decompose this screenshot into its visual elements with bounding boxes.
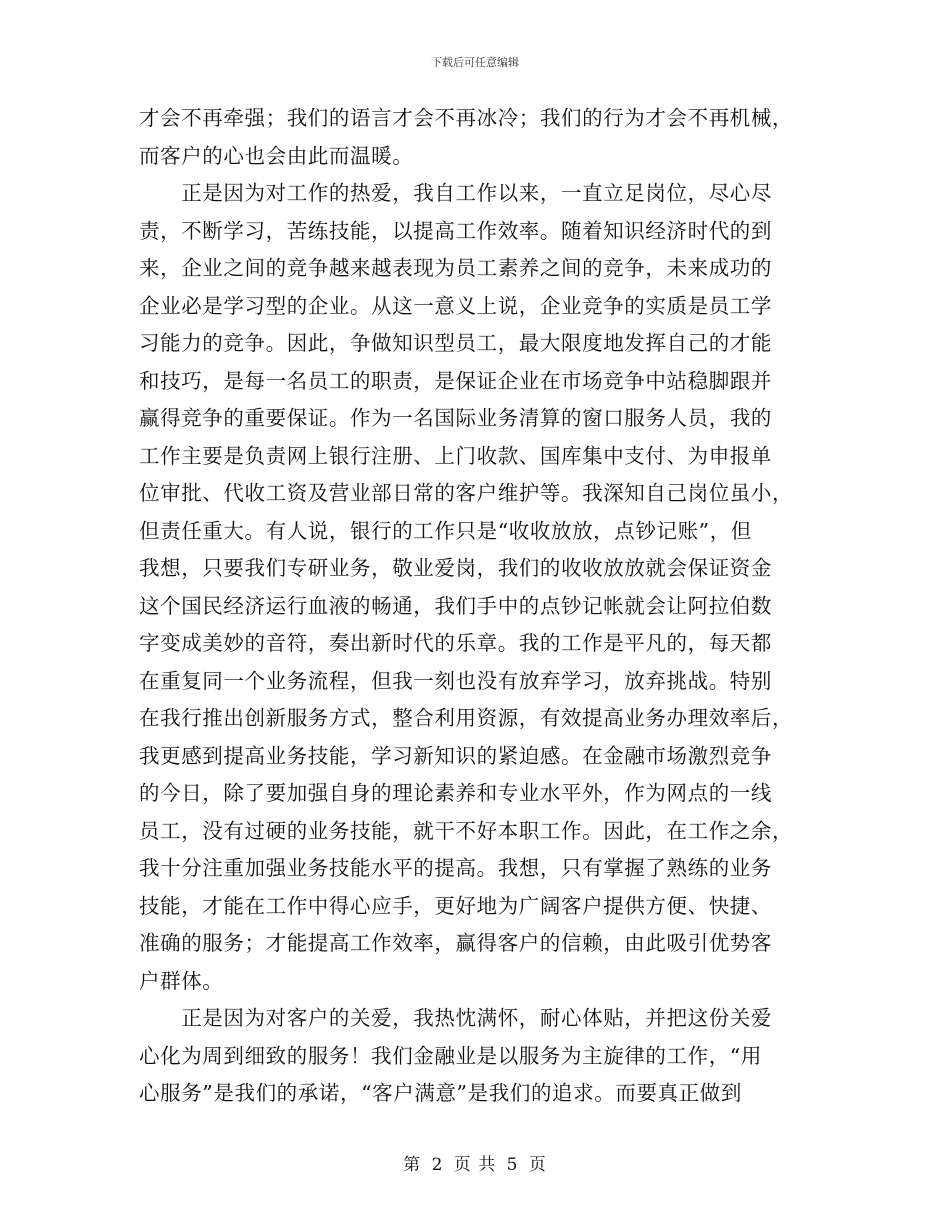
text-line: 的今日，除了要加强自身的理论素养和专业水平外，作为网点的一线 <box>139 781 772 805</box>
text-line: 正是因为对客户的关爱，我热忱满怀，耐心体贴，并把这份关爱 <box>139 1006 772 1030</box>
text-line: 员工，没有过硬的业务技能，就干不好本职工作。因此，在工作之余， <box>139 818 794 843</box>
footer-middle: 页 共 <box>453 1155 497 1175</box>
text-line: 在我行推出创新服务方式，整合利用资源，有效提高业务办理效率后， <box>139 706 794 730</box>
text-line: 这个国民经济运行血液的畅通，我们手中的点钞记帐就会让阿拉伯数 <box>139 593 772 618</box>
text-line: 正是因为对工作的热爱，我自工作以来，一直立足岗位，尽心尽 <box>139 181 772 205</box>
text-line: 来，企业之间的竞争越来越表现为员工素养之间的竞争，未来成功的 <box>139 256 772 280</box>
text-line: 我十分注重加强业务技能水平的提高。我想，只有掌握了熟练的业务 <box>139 856 772 880</box>
current-page-number: 2 <box>431 1155 444 1175</box>
page-footer <box>0 1150 950 1175</box>
text-line: 位审批、代收工资及营业部日常的客户维护等。我深知自己岗位虽小， <box>139 481 794 505</box>
footer-suffix: 页 <box>528 1155 547 1175</box>
text-line: 准确的服务；才能提高工作效率，赢得客户的信赖，由此吸引优势客 <box>139 931 772 955</box>
text-line: 在重复同一个业务流程，但我一刻也没有放弃学习，放弃挑战。特别 <box>139 668 772 693</box>
text-line: 我想，只要我们专研业务，敬业爱岗，我们的收收放放就会保证资金 <box>139 556 772 580</box>
text-line: 而客户的心也会由此而温暖。 <box>139 143 414 168</box>
text-line: 技能，才能在工作中得心应手，更好地为广阔客户提供方便、快捷、 <box>139 893 772 918</box>
text-line: 但责任重大。有人说，银行的工作只是“收收放放，点钞记账”，但 <box>139 518 752 543</box>
text-line: 习能力的竞争。因此，争做知识型员工，最大限度地发挥自己的才能 <box>139 331 772 355</box>
text-line: 才会不再牵强；我们的语言才会不再冰冷；我们的行为才会不再机械， <box>139 106 794 130</box>
text-line: 责，不断学习，苦练技能，以提高工作效率。随着知识经济时代的到 <box>139 218 772 243</box>
total-page-count: 5 <box>506 1155 519 1175</box>
document-body <box>139 100 799 1113</box>
text-line: 我更感到提高业务技能，学习新知识的紧迫感。在金融市场激烈竞争 <box>139 743 772 768</box>
text-line: 工作主要是负责网上银行注册、上门收款、国库集中支付、为申报单 <box>139 443 772 468</box>
text-line: 赢得竞争的重要保证。作为一名国际业务清算的窗口服务人员，我的 <box>139 406 772 430</box>
text-line: 和技巧，是每一名员工的职责，是保证企业在市场竞争中站稳脚跟并 <box>139 368 772 393</box>
header-note: 下载后可任意编辑 <box>431 56 519 69</box>
text-line: 企业必是学习型的企业。从这一意义上说，企业竞争的实质是员工学 <box>139 293 772 318</box>
text-line: 字变成美妙的音符，奏出新时代的乐章。我的工作是平凡的，每天都 <box>139 631 772 655</box>
text-line: 户群体。 <box>139 968 224 993</box>
text-line: 心服务”是我们的承诺，“客户满意”是我们的追求。而要真正做到 <box>139 1081 742 1105</box>
text-line: 心化为周到细致的服务！我们金融业是以服务为主旋律的工作，“用 <box>139 1043 762 1068</box>
footer-prefix: 第 <box>403 1155 422 1175</box>
